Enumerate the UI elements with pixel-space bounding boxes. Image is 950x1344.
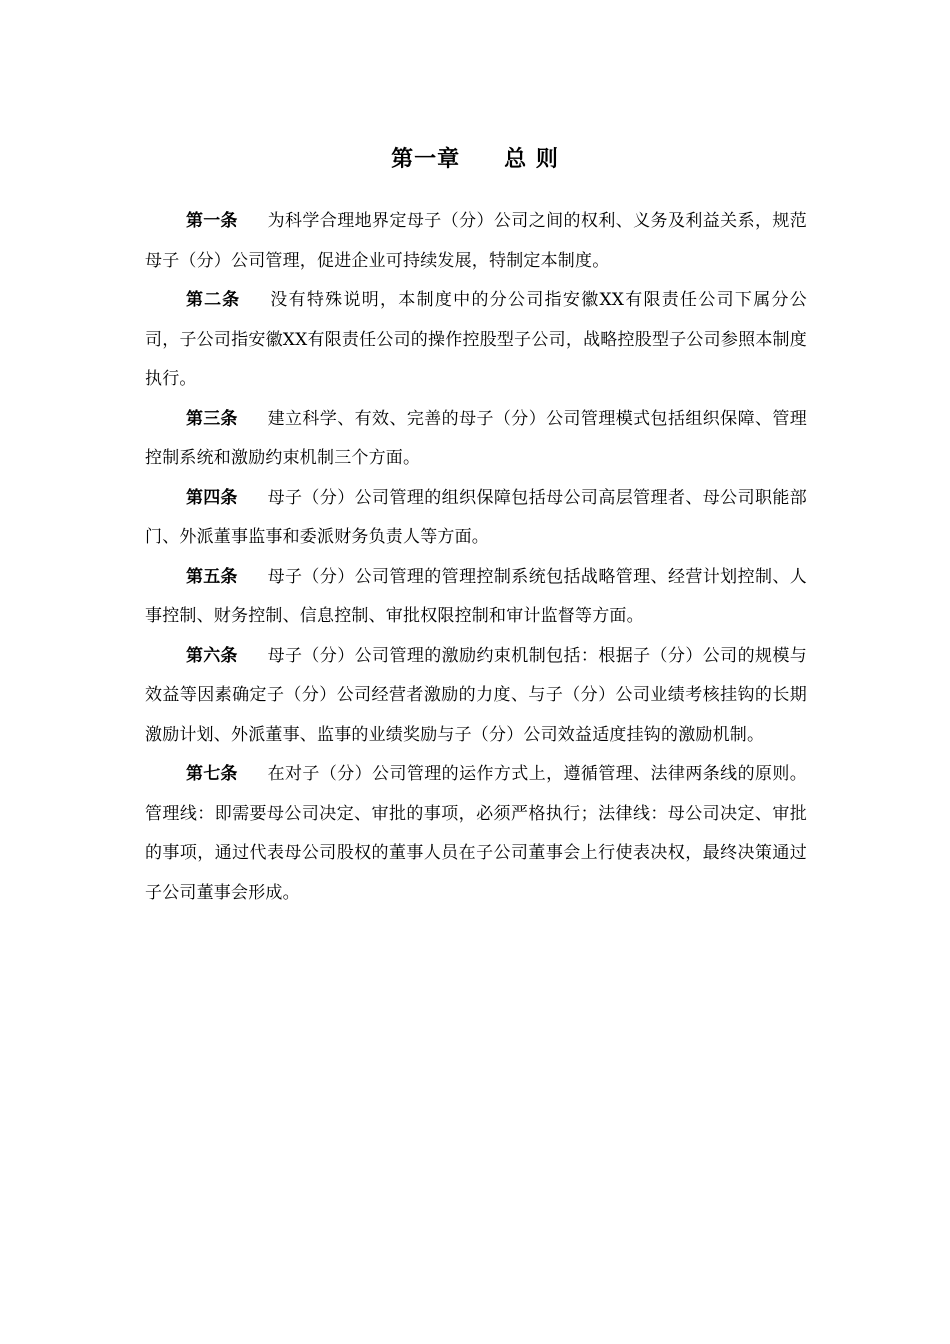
- article-3: [145, 400, 807, 479]
- chapter-number: 第一章: [391, 147, 461, 172]
- article-6: [145, 637, 807, 756]
- chapter-title: 总 则: [504, 147, 559, 172]
- article-4: [145, 479, 807, 558]
- article-text: 母子（分）公司管理的组织保障包括母公司高层管理者、母公司职能部门、外派董事监事和委派财务负责人等方面。: [145, 487, 808, 547]
- article-label: 第五条: [186, 566, 238, 587]
- article-text: 为科学合理地界定母子（分）公司之间的权利、义务及利益关系，规范母子（分）公司管理，促进企业可持续发展，特制定本制度。: [145, 211, 808, 271]
- article-label: 第四条: [186, 487, 238, 508]
- article-label: 第六条: [186, 645, 238, 666]
- article-5: [145, 558, 807, 637]
- chapter-heading: [0, 143, 950, 177]
- article-label: 第三条: [186, 408, 238, 429]
- article-label: 第七条: [186, 764, 238, 784]
- article-text: 建立科学、有效、完善的母子（分）公司管理模式包括组织保障、管理控制系统和激励约束机制三个方面。: [145, 408, 808, 468]
- article-text: 母子（分）公司管理的激励约束机制包括：根据子（分）公司的规模与效益等因素确定子（分）公司经营者激励的力度、与子（分）公司业绩考核挂钩的长期激励计划、外派董事、监事的业绩奖励与子（分）公司效益适度挂钩的激励机制。: [145, 645, 808, 745]
- article-label: 第一条: [186, 211, 238, 231]
- article-label: 第二条: [186, 290, 241, 310]
- article-text: 母子（分）公司管理的管理控制系统包括战略管理、经营计划控制、人事控制、财务控制、信息控制、审批权限控制和审计监督等方面。: [145, 566, 808, 626]
- document-body: [145, 202, 807, 913]
- article-text: 没有特殊说明，本制度中的分公司指安徽XX有限责任公司下属分公司，子公司指安徽XX有限责任公司的操作控股型子公司，战略控股型子公司参照本制度执行。: [145, 290, 807, 389]
- article-text: 在对子（分）公司管理的运作方式上，遵循管理、法律两条线的原则。管理线：即需要母公司决定、审批的事项，必须严格执行；法律线：母公司决定、审批的事项，通过代表母公司股权的董事人员在子公司董事会上行使表决权，最终决策通过子公司董事会形成。: [145, 764, 808, 903]
- article-7: [145, 755, 807, 913]
- article-2: [145, 281, 807, 400]
- article-1: [145, 202, 807, 281]
